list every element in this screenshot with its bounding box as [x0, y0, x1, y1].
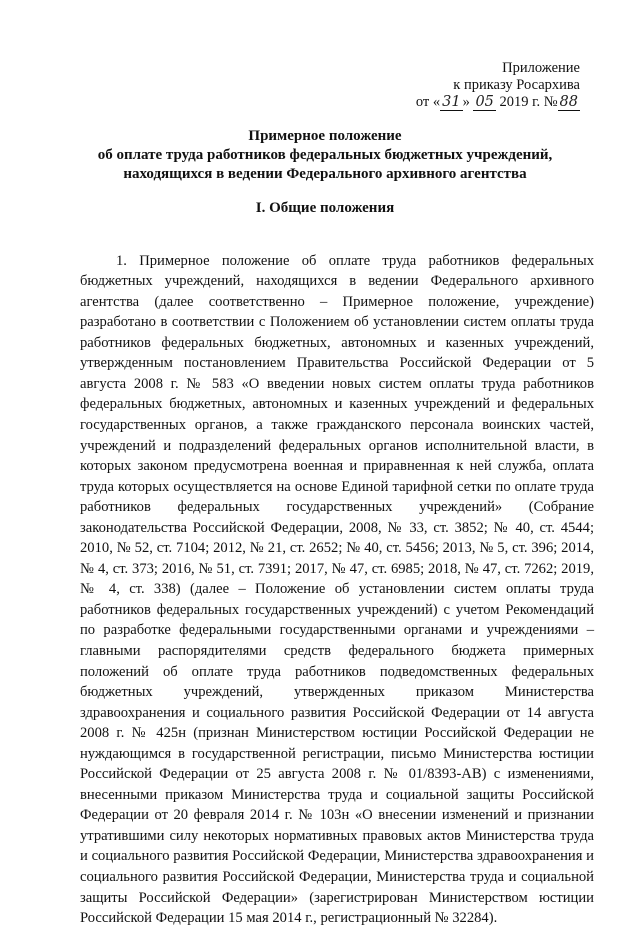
- document-title: [60, 127, 590, 184]
- title-line-3: находящихся в ведении Федерального архивного агентства: [123, 166, 527, 182]
- date-day-handwritten: 31: [442, 94, 461, 110]
- appendix-order-ref: к приказу Росархива: [453, 77, 580, 93]
- title-line-2: об оплате труда работников федеральных бюджетных учреждений,: [97, 147, 553, 163]
- section-heading: I. Общие положения: [255, 200, 395, 216]
- date-prefix: от «: [415, 94, 441, 110]
- appendix-label: Приложение: [502, 60, 580, 76]
- date-year: 2019 г. №: [499, 94, 558, 110]
- body-paragraph-1: 1. Примерное положение об оплате труда работников федеральных бюджетных учреждений, находящихся в ведении Федерального архивного агентства (далее соответственно – Примерное положение, учреждение) разработано в соответствии с Положением об установлении систем оплаты труда работников федеральных бюджетных, автономных и казенных учреждений, утвержденным постановлением Правительства Российской Федерации от 5 августа 2008 г. № 583 «О введении новых систем оплаты труда работников федеральных бюджетных, автономных и казенных учреждений и федеральных государственных органов, а также гражданского персонала воинских частей, учреждений и подразделений федеральных органов исполнительной власти, в которых законом предусмотрена военная и приравненная к ней служба, оплата труда которых осуществляется на основе Единой тарифной сетки по оплате труда работников федеральных государственных учреждений» (Собрание законодательства Российской Федерации, 2008, № 33, ст. 3852; № 40, ст. 4544; 2010, № 52, ст. 7104; 2012, № 21, ст. 2652; № 40, ст. 5456; 2013, № 5, ст. 396; 2014, № 4, ст. 373; 2016, № 51, ст. 7391; 2017, № 47, ст. 6985; 2018, № 47, ст. 7262; 2019, № 4, ст. 338) (далее – Положение об установлении систем оплаты труда работников федеральных государственных учреждений) с учетом Рекомендаций по разработке федеральными государственными органами и учреждениями – главными распорядителями средств федерального бюджета примерных положений об оплате труда работников подведомственных федеральных бюджетных учреждений, утвержденных приказом Министерства здравоохранения и социального развития Российской Федерации от 14 августа 2008 г. № 425н (признан Министерством юстиции Российской Федерации не нуждающимся в государственной регистрации, письмо Министерства юстиции Российской Федерации от 25 августа 2008 г. № 01/8393-АВ) с изменениями, внесенными приказом Министерства труда и социальной защиты Российской Федерации от 20 февраля 2014 г. № 103н «О внесении изменений и признании утратившими силу некоторых нормативных правовых актов Министерства труда и социального развития Российской Федерации, Министерства здравоохранения и социального развития Российской Федерации, Министерства труда и социальной защиты Российской Федерации» (зарегистрирован Министерством юстиции Российской Федерации 15 мая 2014 г., регистрационный № 32284).: [80, 252, 594, 927]
- appendix-block: [380, 60, 580, 111]
- title-line-1: Примерное положение: [248, 128, 402, 144]
- appendix-date-line: [380, 94, 580, 111]
- date-month-handwritten: 05: [475, 94, 494, 110]
- date-quote-close: »: [462, 94, 470, 110]
- order-number-handwritten: 88: [559, 94, 578, 110]
